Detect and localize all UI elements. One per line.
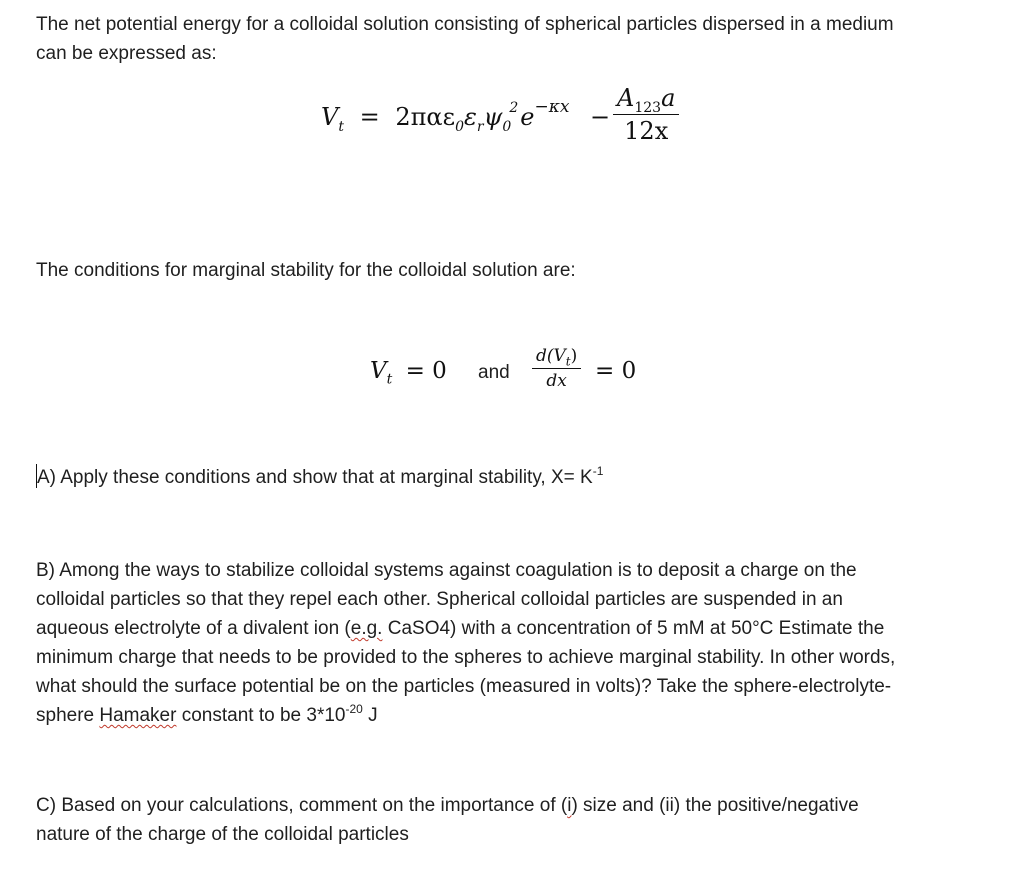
spellcheck-hamaker: Hamaker [99,705,177,726]
and-label: and [478,362,510,383]
intro-paragraph [36,10,976,68]
derivative-equals-zero: = 0 [595,358,637,384]
part-a-question [36,463,976,492]
part-a-text: A) Apply these conditions and show that at marginal stability, [37,467,551,488]
part-a-result: $X= K^{-1}$ [550,464,604,488]
intro-line-2: can be expressed as: [36,43,217,64]
spellcheck-eg: e.g. [350,618,383,639]
condition-vt-zero: $V_t = 0$ [370,358,447,388]
intro-line-1: The net potential energy for a colloidal solution consisting of spherical particles dispersed in a medium [36,14,894,35]
potential-energy-equation: $V_t = 2\pi\alpha\varepsilon_0\varepsilon_r\psi_0^2e^{-\kappa x}$ [321,97,570,135]
spellcheck-i: i [567,795,572,816]
part-c-question: C) Based on your calculations, comment on the importance of (i) size and (ii) the positive/negative nature of the charge of the colloidal particles [36,795,859,845]
equation-minus-sign: − [590,103,611,131]
derivative-fraction: $\frac{d(V_t)}{dx}$ [532,346,581,391]
hamaker-fraction: $\frac{A_{123}a}{12x}$ [613,84,679,145]
part-b-question: B) Among the ways to stabilize colloidal systems against coagulation is to deposit a charge on the colloidal particles so that they repel each other. Spherical colloidal particles are suspended in an aqueous electrolyte of a divalent ion (e.g. CaSO4) with a concentration of 5 mM at 50°C Estimate the minimum charge that needs to be provided to the spheres to achieve marginal stability. In other words, what should the surface potential be on the particles (measured in volts)? Take the sphere-electrolyte- sphere Hamaker constant to be $3*10^{-20}$ J [36,560,896,726]
conditions-text: The conditions for marginal stability for the colloidal solution are: [36,260,576,281]
